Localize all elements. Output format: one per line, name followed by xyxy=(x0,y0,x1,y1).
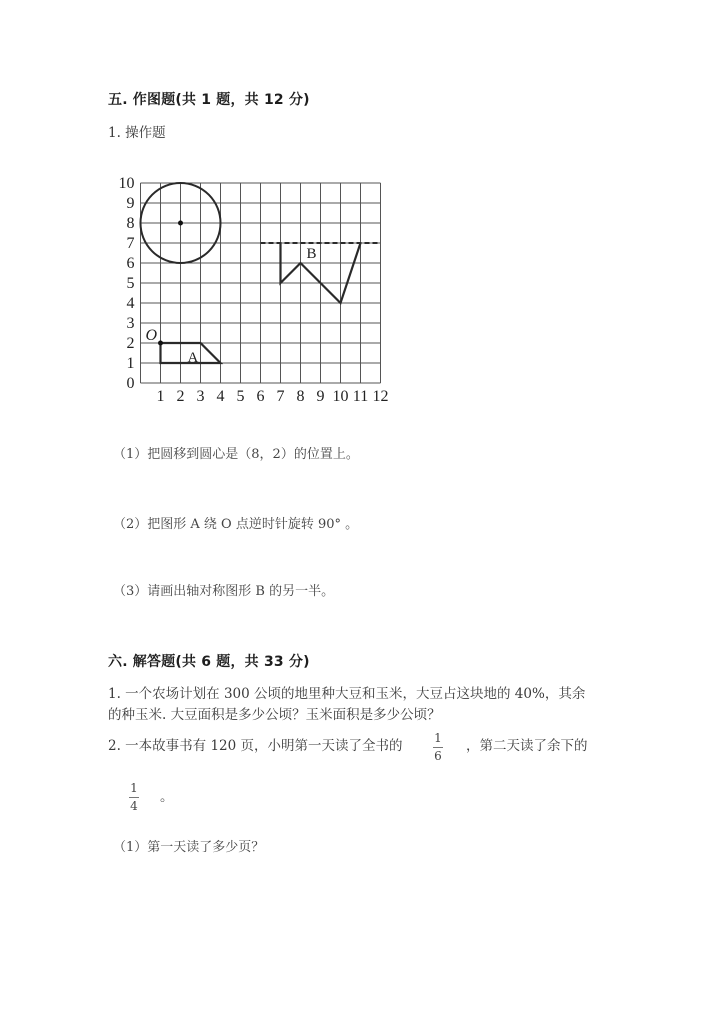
question-title-operation: 1. 操作题 xyxy=(108,125,166,141)
y-tick-label: 2 xyxy=(126,335,135,352)
fraction-bar xyxy=(129,797,139,798)
question-2-text-before: 2. 一本故事书有 120 页，小明第一天读了全书的 xyxy=(108,738,403,754)
y-tick-label: 6 xyxy=(126,255,135,272)
grid-lines xyxy=(141,183,381,383)
fraction-bar xyxy=(433,747,443,748)
x-tick-label: 6 xyxy=(256,388,265,405)
x-tick-label: 12 xyxy=(372,388,389,405)
fraction-denominator: 6 xyxy=(434,749,442,763)
point-o-dot xyxy=(158,341,163,346)
sub-question-3: （3）请画出轴对称图形 B 的另一半。 xyxy=(113,584,335,599)
y-tick-label: 0 xyxy=(126,375,135,392)
fraction-one-fourth xyxy=(129,781,139,814)
section-heading-drawing: 五. 作图题(共 1 题，共 12 分) xyxy=(108,92,310,108)
fraction-numerator: 1 xyxy=(130,781,138,795)
shape-b-label: B xyxy=(306,246,317,262)
x-tick-label: 4 xyxy=(216,388,225,405)
circle-center-dot xyxy=(178,221,183,226)
y-tick-label: 9 xyxy=(126,195,135,212)
question-1-line-1: 1. 一个农场计划在 300 公顷的地里种大豆和玉米，大豆占这块地的 40%，其余 xyxy=(108,686,586,702)
question-1-line-2: 的种玉米. 大豆面积是多少公顷？玉米面积是多少公顷？ xyxy=(108,707,441,723)
question-2-sub-question-1: （1）第一天读了多少页？ xyxy=(113,840,265,855)
y-tick-label: 1 xyxy=(126,355,135,372)
x-tick-label: 5 xyxy=(236,388,245,405)
question-2-text-middle: ，第二天读了余下的 xyxy=(466,738,588,754)
x-tick-label: 11 xyxy=(352,388,369,405)
section-heading-answer: 六. 解答题(共 6 题，共 33 分) xyxy=(108,654,310,670)
y-tick-label: 5 xyxy=(126,275,135,292)
grid-diagram xyxy=(110,170,410,410)
x-tick-label: 3 xyxy=(196,388,205,405)
y-tick-label: 4 xyxy=(126,295,135,312)
y-tick-label: 8 xyxy=(126,215,135,232)
x-tick-label: 2 xyxy=(176,388,185,405)
fraction-numerator: 1 xyxy=(434,731,442,745)
point-o-label: O xyxy=(145,327,158,344)
y-tick-label: 10 xyxy=(118,175,135,192)
x-tick-label: 7 xyxy=(276,388,285,405)
sub-question-2: （2）把图形 A 绕 O 点逆时针旋转 90° 。 xyxy=(113,517,359,532)
x-axis-labels xyxy=(157,388,389,405)
shape-a-label: A xyxy=(187,350,199,366)
x-tick-label: 8 xyxy=(296,388,305,405)
sub-question-1: （1）把圆移到圆心是（8，2）的位置上。 xyxy=(113,447,359,462)
coordinate-grid-figure xyxy=(110,170,410,410)
y-tick-label: 3 xyxy=(126,315,135,332)
x-tick-label: 9 xyxy=(316,388,325,405)
x-tick-label: 1 xyxy=(156,388,165,405)
fraction-denominator: 4 xyxy=(130,799,138,813)
fraction-one-sixth xyxy=(433,731,443,764)
y-axis-labels xyxy=(119,175,135,392)
question-2-text-end: 。 xyxy=(160,789,174,805)
x-tick-label: 10 xyxy=(332,388,349,405)
y-tick-label: 7 xyxy=(126,235,135,252)
